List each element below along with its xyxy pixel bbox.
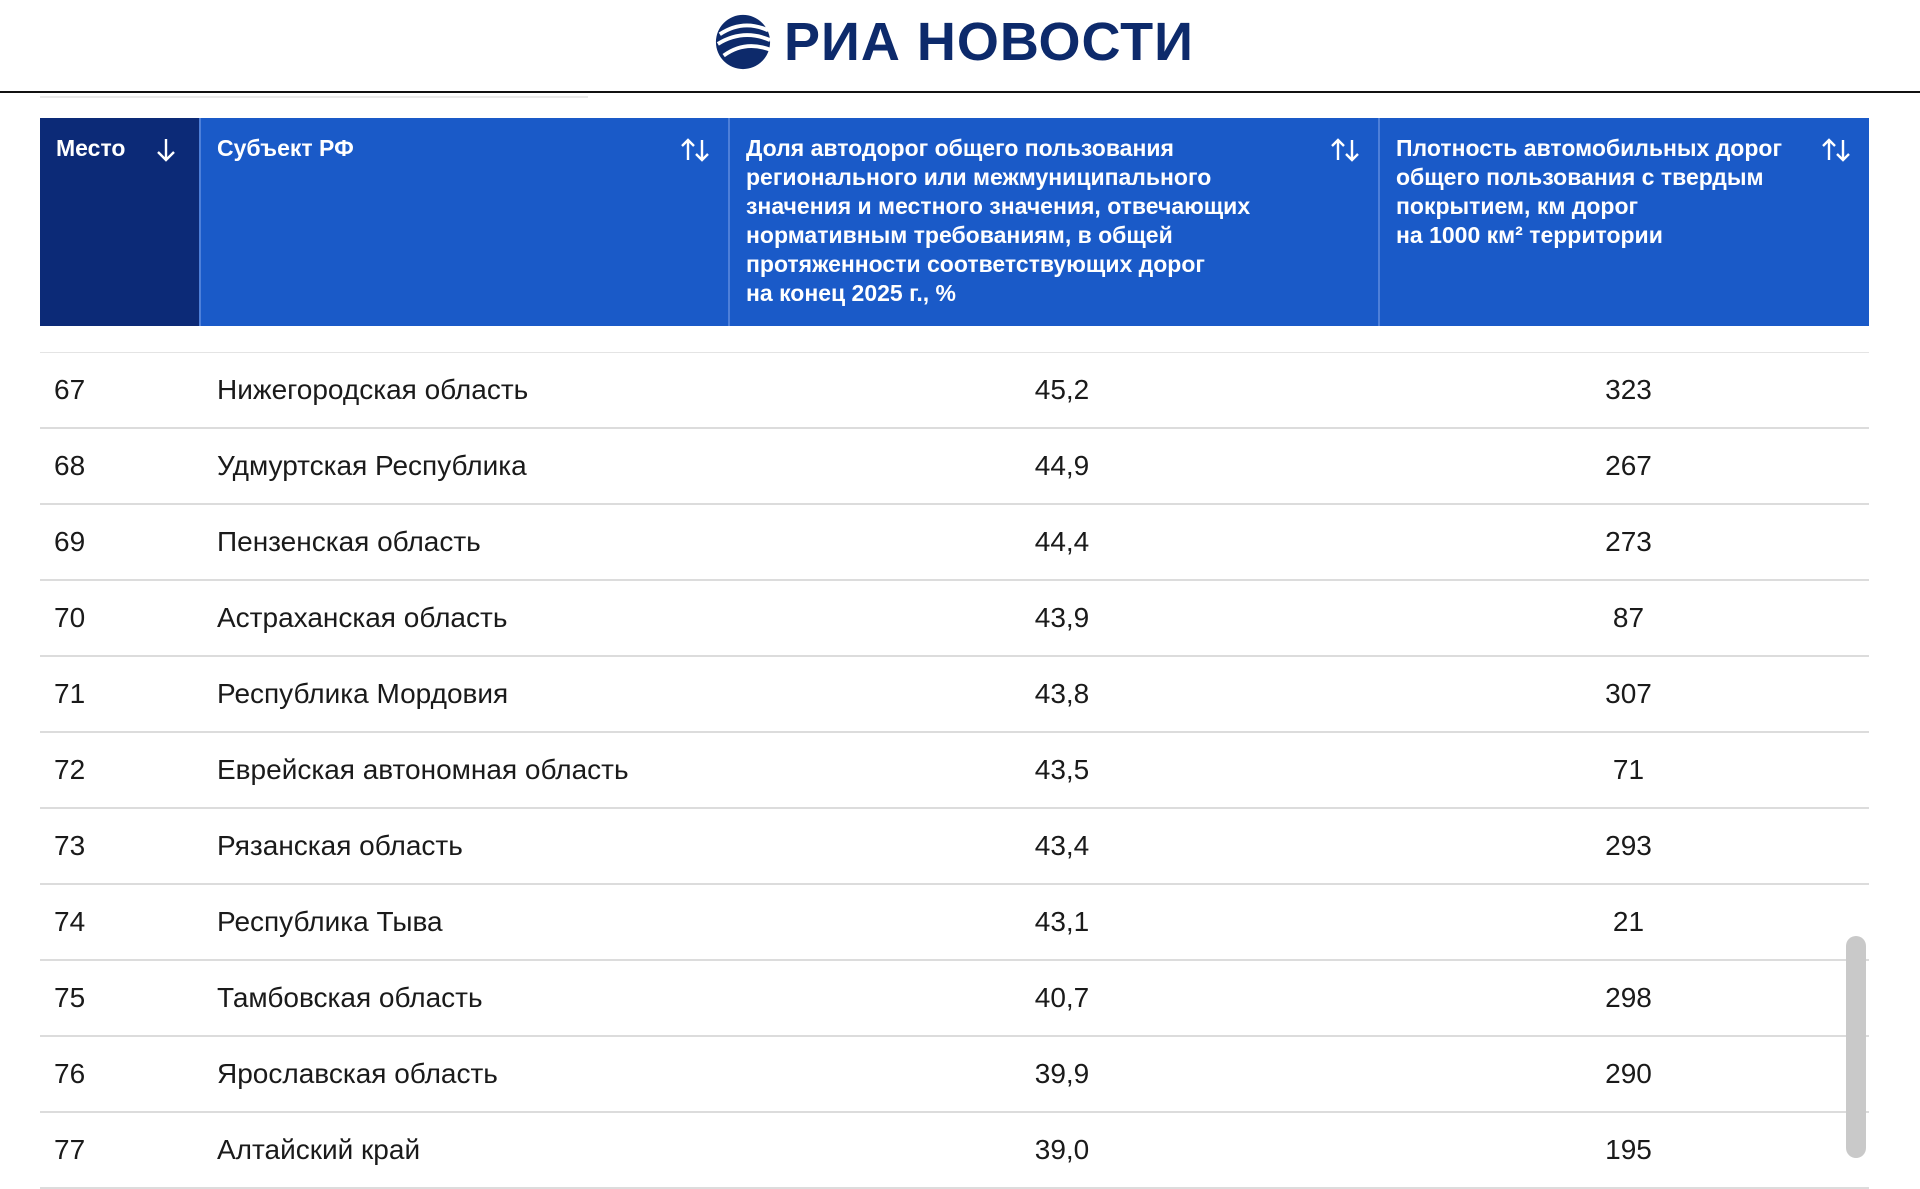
table-body [40,352,1869,1189]
density-cell: 307 [1605,678,1652,709]
rank-cell: 75 [54,982,86,1013]
density-cell: 87 [1612,602,1645,633]
share-cell: 43,5 [1034,754,1090,785]
region-cell: Алтайский край [217,1134,421,1165]
column-header-region[interactable] [201,118,730,326]
sort-both-arrows-icon[interactable] [1328,136,1362,164]
rank-cell: 69 [54,526,86,557]
column-header-label: Доля автодорог общего пользования регионального или межмуниципального значения и местного значения, отвечающих нормативным требованиям, в общей протяженности соответствующих дорог на конец 2025 г., % [746,135,1251,306]
region-cell: Удмуртская Республика [217,450,527,481]
rank-cell: 71 [54,678,86,709]
region-cell: Республика Тыва [217,906,443,937]
rank-cell: 74 [54,906,86,937]
share-cell: 39,0 [1034,1134,1090,1165]
share-cell: 39,9 [1034,1058,1090,1089]
sort-both-arrows-icon[interactable] [1819,136,1853,164]
region-cell: Рязанская область [217,830,463,861]
share-cell: 44,4 [1034,526,1090,557]
table-row [40,1113,1869,1189]
region-cell: Тамбовская область [217,982,483,1013]
scrollbar-thumb[interactable] [1846,936,1866,1158]
table-row [40,505,1869,581]
rank-cell: 76 [54,1058,86,1089]
table-row [40,809,1869,885]
share-cell: 44,9 [1034,450,1090,481]
column-header-road-density[interactable] [1380,118,1869,326]
site-logo[interactable] [714,12,1194,72]
rating-table [40,118,1869,1189]
table-row [40,885,1869,961]
ria-globe-logo-icon [714,13,772,71]
density-cell: 293 [1605,830,1652,861]
share-cell: 43,8 [1034,678,1090,709]
rank-cell: 77 [54,1134,86,1165]
column-header-rank[interactable] [40,118,201,326]
column-header-label: Плотность автомобильных дорог общего пользования с твердым покрытием, км дорог на 1000 км² территории [1396,135,1783,248]
share-cell: 43,4 [1034,830,1090,861]
density-cell: 298 [1605,982,1652,1013]
region-cell: Республика Мордовия [217,678,509,709]
rank-cell: 68 [54,450,86,481]
density-cell: 21 [1612,906,1645,937]
density-cell: 323 [1605,374,1652,405]
density-cell: 273 [1605,526,1652,557]
rank-cell: 70 [54,602,86,633]
table-row [40,353,1869,429]
density-cell: 267 [1605,450,1652,481]
sort-desc-arrow-icon[interactable] [149,136,183,164]
table-row [40,961,1869,1037]
region-cell: Ярославская область [217,1058,498,1089]
column-header-road-share[interactable] [730,118,1380,326]
share-cell: 40,7 [1034,982,1090,1013]
region-cell: Еврейская автономная область [217,754,629,785]
site-header [0,0,1920,93]
table-row [40,733,1869,809]
column-header-label: Субъект РФ [217,135,354,161]
region-cell: Астраханская область [217,602,508,633]
logo-text: РИА НОВОСТИ [784,12,1194,72]
table-row [40,429,1869,505]
table-row [40,581,1869,657]
table-row [40,657,1869,733]
share-cell: 43,9 [1034,602,1090,633]
region-cell: Пензенская область [217,526,481,557]
region-cell: Нижегородская область [217,374,529,405]
rank-cell: 73 [54,830,86,861]
share-cell: 45,2 [1034,374,1090,405]
column-header-label: Место [56,135,126,161]
density-cell: 290 [1605,1058,1652,1089]
density-cell: 71 [1612,754,1645,785]
divider [40,96,588,98]
share-cell: 43,1 [1034,906,1090,937]
density-cell: 195 [1605,1134,1652,1165]
table-header [40,118,1869,326]
table-row [40,1037,1869,1113]
rank-cell: 67 [54,374,86,405]
sort-both-arrows-icon[interactable] [678,136,712,164]
rank-cell: 72 [54,754,86,785]
